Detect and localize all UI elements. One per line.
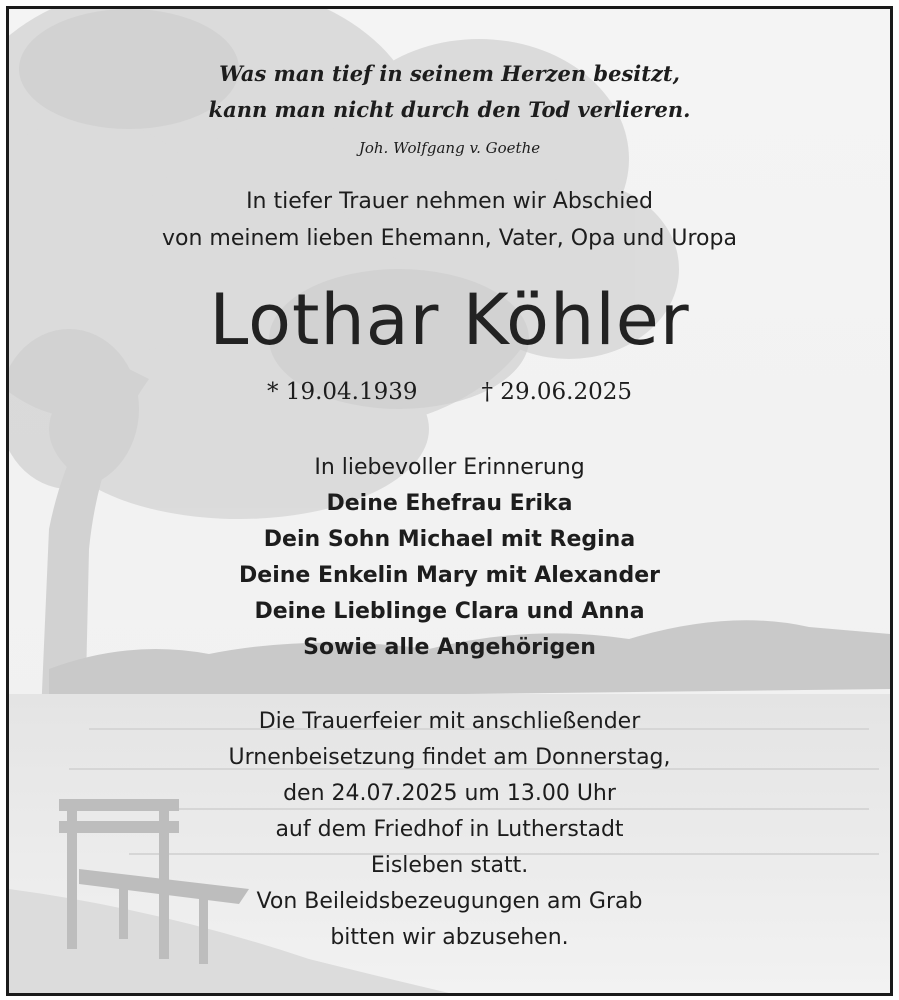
family-line: Deine Lieblinge Clara und Anna [254, 599, 645, 624]
ceremony-line: auf dem Friedhof in Lutherstadt [275, 817, 624, 842]
intro-line-2: von meinem lieben Ehemann, Vater, Opa und Uropa [162, 226, 737, 251]
obituary-frame [6, 6, 893, 996]
life-dates [9, 379, 890, 405]
family-line: Sowie alle Angehörigen [303, 635, 596, 660]
ceremony-line: Die Trauerfeier mit anschließender [258, 709, 641, 734]
death-date: † 29.06.2025 [481, 379, 632, 405]
family-line: Deine Enkelin Mary mit Alexander [239, 563, 660, 588]
quote-author: Joh. Wolfgang v. Goethe [358, 139, 541, 157]
birth-date: * 19.04.1939 [267, 379, 418, 405]
ceremony-line: Urnenbeisetzung findet am Donnerstag, [228, 745, 671, 770]
deceased-name: Lothar Köhler [209, 279, 690, 361]
obituary-text [9, 9, 890, 993]
family-line: Dein Sohn Michael mit Regina [263, 527, 636, 552]
quote-line-2: kann man nicht durch den Tod verlieren. [208, 97, 691, 122]
ceremony-line: den 24.07.2025 um 13.00 Uhr [283, 781, 616, 806]
quote-line-1: Was man tief in seinem Herzen besitzt, [219, 61, 680, 86]
intro-line-1: In tiefer Trauer nehmen wir Abschied [246, 189, 653, 214]
ceremony-line: Von Beileidsbezeugungen am Grab [256, 889, 643, 914]
ceremony-line: bitten wir abzusehen. [330, 925, 569, 950]
ceremony-line: Eisleben statt. [370, 853, 529, 878]
family-line: Deine Ehefrau Erika [326, 491, 573, 516]
remembrance-line: In liebevoller Erinnerung [314, 455, 585, 480]
